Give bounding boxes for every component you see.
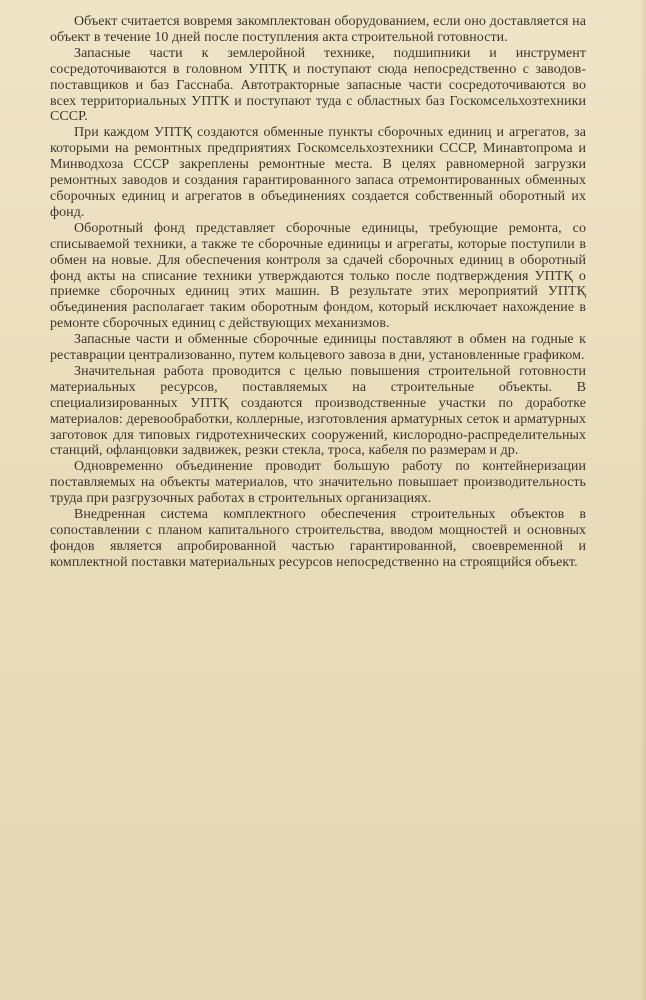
- paragraph-7: Одновременно объединение проводит большую работу по контейнеризации поставляемых на объекты материалов, что значительно повышает производительность труда при разгрузочных работах в строительных организациях.: [50, 459, 586, 507]
- paragraph-5: Запасные части и обменные сборочные единицы поставляют в обмен на годные к реставрации централизованно, путем кольцевого завоза в дни, установленные графиком.: [50, 332, 586, 364]
- paragraph-1: Объект считается вовремя закомплектован оборудованием, если оно доставляется на объект в течение 10 дней после поступления акта строительной готовности.: [50, 14, 586, 45]
- body-text: [50, 14, 586, 571]
- page-edge-shadow: [640, 0, 646, 1000]
- paragraph-2: Запасные части к землеройной технике, подшипники и инструмент сосредоточиваются в головном УПТҚ и поступают сюда непосредственно с заводов-поставщиков и баз Гасснаба. Автотракторные запасные части сосредоточиваются во всех территориальных УПТК и поступают туда с областных баз Госкомсельхозтехники СССР.: [50, 45, 586, 125]
- paragraph-6: Значительная работа проводится с целью повышения строительной готовности материальных ресурсов, поставляемых на строительные объекты. В специализированных УПТҚ создаются производственные участки по доработке материалов: деревообработки, коллерные, изготовления арматурных сеток и арматурных заготовок для типовых гидротехнических сооружений, кислородно-распределительных станций, офланцовки задвижек, резки стекла, троса, кабеля по размерам и др.: [50, 363, 586, 459]
- paragraph-3: При каждом УПТҚ создаются обменные пункты сборочных единиц и агрегатов, за которыми на ремонтных предприятиях Госкомсельхозтехники СССР, Минавтопрома и Минводхоза СССР закреплены ремонтные места. В целях равномерной загрузки ремонтных заводов и создания гарантированного запаса отремонтированных обменных сборочных единиц и агрегатов в объединениях создается собственный оборотный их фонд.: [50, 125, 586, 220]
- paragraph-8: Внедренная система комплектного обеспечения строительных объектов в сопоставлении с планом капитального строительства, вводом мощностей и основных фондов является апробированной частью гарантированной, своевременной и комплектной поставки материальных ресурсов непосредственно на строящийся объект.: [50, 507, 586, 570]
- paragraph-4: Оборотный фонд представляет сборочные единицы, требующие ремонта, со списываемой техники, а также те сборочные единицы и агрегаты, которые поступили в обмен на новые. Для обеспечения контроля за сдачей сборочных единиц в оборотный фонд акты на списание техники утверждаются только после подтверждения УПТҚ о приемке сборочных единиц этих машин. В результате этих мероприятий УПТҚ объединения располагает таким оборотным фондом, который исключает нахождение в ремонте сборочных единиц с действующих механизмов.: [50, 220, 586, 332]
